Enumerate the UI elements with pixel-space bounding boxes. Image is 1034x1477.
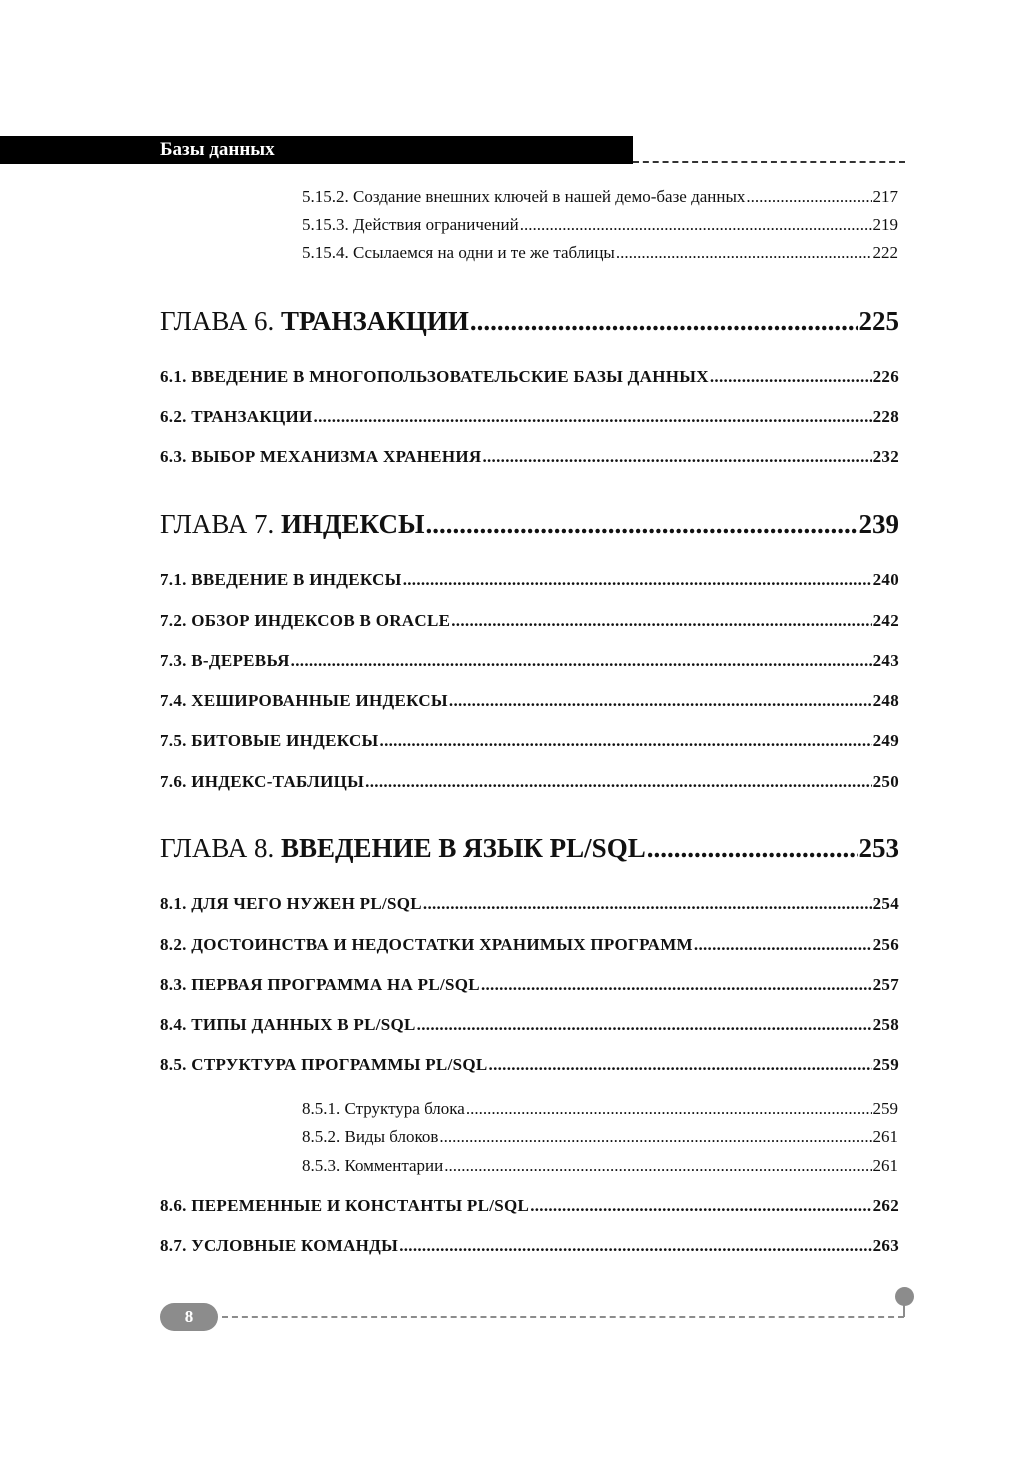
toc-section: 7.1. ВВЕДЕНИЕ В ИНДЕКСЫ ..... 240 — [160, 569, 899, 591]
toc-subsection: 8.5.3. Комментарии ..... 261 — [302, 1155, 898, 1177]
toc-subsection: 8.5.1. Структура блока ..... 259 — [302, 1098, 898, 1120]
toc-section: 7.5. БИТОВЫЕ ИНДЕКСЫ ..... 249 — [160, 730, 899, 752]
toc-section: 8.2. ДОСТОИНСТВА И НЕДОСТАТКИ ХРАНИМЫХ ПРОГРАММ ..... 256 — [160, 934, 899, 956]
header-bar — [0, 136, 633, 164]
running-header-title: Базы данных — [160, 139, 275, 160]
toc-section: 6.3. ВЫБОР МЕХАНИЗМА ХРАНЕНИЯ ..... 232 — [160, 446, 899, 468]
page-number-badge: 8 — [160, 1303, 218, 1331]
toc-subsection: 5.15.4. Ссылаемся на одни и те же таблицы ..... 222 — [302, 242, 898, 264]
toc-section: 8.1. ДЛЯ ЧЕГО НУЖЕН PL/SQL ..... 254 — [160, 893, 899, 915]
toc-section: 8.6. ПЕРЕМЕННЫЕ И КОНСТАНТЫ PL/SQL ..... 262 — [160, 1195, 899, 1217]
toc-section: 7.6. ИНДЕКС-ТАБЛИЦЫ ..... 250 — [160, 771, 899, 793]
header-dotted-rule — [633, 161, 905, 163]
toc-section: 6.1. ВВЕДЕНИЕ В МНОГОПОЛЬЗОВАТЕЛЬСКИЕ БАЗЫ ДАННЫХ ..... 226 — [160, 366, 899, 388]
footer-circle-ornament — [895, 1287, 914, 1306]
toc-section: 8.4. ТИПЫ ДАННЫХ В PL/SQL ..... 258 — [160, 1014, 899, 1036]
toc-section: 8.5. СТРУКТУРА ПРОГРАММЫ PL/SQL ..... 259 — [160, 1054, 899, 1076]
toc-subsection: 5.15.2. Создание внешних ключей в нашей демо-базе данных ..... 217 — [302, 186, 898, 208]
toc-section: 8.3. ПЕРВАЯ ПРОГРАММА НА PL/SQL ..... 257 — [160, 974, 899, 996]
toc-section: 7.4. ХЕШИРОВАННЫЕ ИНДЕКСЫ ..... 248 — [160, 690, 899, 712]
toc-section: 7.2. ОБЗОР ИНДЕКСОВ В ORACLE ..... 242 — [160, 610, 899, 632]
toc-section: 8.7. УСЛОВНЫЕ КОМАНДЫ ..... 263 — [160, 1235, 899, 1257]
toc-chapter: ГЛАВА 6. ТРАНЗАКЦИИ ..... 225 — [160, 304, 899, 338]
toc-subsection: 5.15.3. Действия ограничений ..... 219 — [302, 214, 898, 236]
toc-section: 6.2. ТРАНЗАКЦИИ ..... 228 — [160, 406, 899, 428]
footer-circle-stem — [903, 1305, 905, 1317]
toc-chapter: ГЛАВА 8. ВВЕДЕНИЕ В ЯЗЫК PL/SQL ..... 253 — [160, 831, 899, 865]
toc-chapter: ГЛАВА 7. ИНДЕКСЫ ..... 239 — [160, 507, 899, 541]
toc-section: 7.3. B-ДЕРЕВЬЯ ..... 243 — [160, 650, 899, 672]
toc-subsection: 8.5.2. Виды блоков ..... 261 — [302, 1126, 898, 1148]
footer-dotted-rule — [222, 1316, 904, 1318]
